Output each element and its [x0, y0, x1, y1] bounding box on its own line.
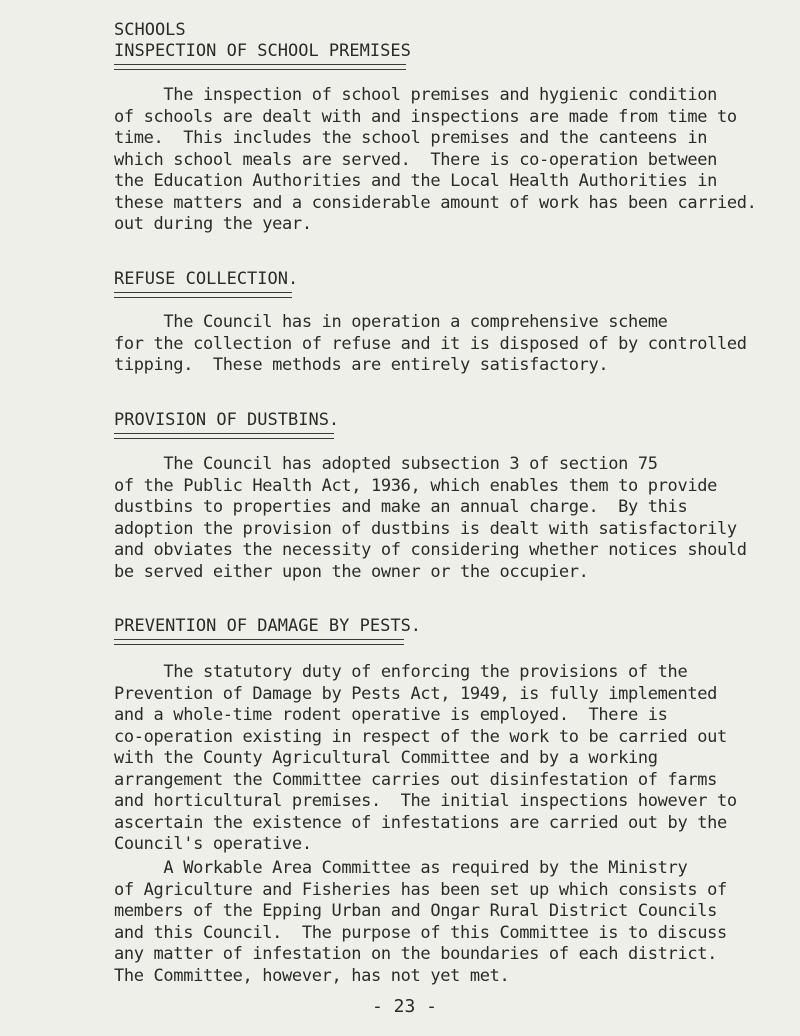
text-line: dustbins to properties and make an annual charge. By this: [114, 497, 688, 517]
refuse-collection-underline: [114, 292, 292, 298]
text-line: the Education Authorities and the Local Health Authorities in: [114, 171, 717, 191]
text-line: any matter of infestation on the boundaries of each district.: [114, 944, 717, 964]
text-line: of schools are dealt with and inspections are made from time to: [114, 106, 737, 127]
refuse-collection-paragraph: [114, 312, 747, 377]
section-title: SCHOOLS: [114, 20, 186, 40]
text-line: A Workable Area Committee as required by the Ministry: [114, 858, 688, 878]
prevention-of-damage-by-pests-heading: PREVENTION OF DAMAGE BY PESTS.: [114, 616, 422, 636]
provision-of-dustbins-underline: [114, 433, 334, 439]
pests-paragraph-2: [114, 858, 727, 987]
text-line: The inspection of school premises and hygienic condition: [114, 85, 717, 105]
text-line: of the Public Health Act, 1936, which enables them to provide: [114, 475, 717, 496]
text-line: be served either upon the owner or the occupier.: [114, 561, 589, 582]
text-line: and this Council. The purpose of this Committee is to discuss: [114, 922, 727, 943]
provision-of-dustbins-paragraph: [114, 454, 747, 583]
text-line: The Council has in operation a comprehensive scheme: [114, 312, 668, 332]
text-line: co-operation existing in respect of the work to be carried out: [114, 726, 727, 747]
text-line: adoption the provision of dustbins is dealt with satisfactorily: [114, 518, 737, 539]
refuse-collection-heading: REFUSE COLLECTION.: [114, 269, 299, 289]
text-line: members of the Epping Urban and Ongar Rural District Councils: [114, 901, 717, 921]
text-line: and horticultural premises. The initial inspections however to: [114, 791, 737, 811]
inspection-heading: INSPECTION OF SCHOOL PREMISES: [114, 41, 411, 61]
text-line: The statutory duty of enforcing the provisions of the: [114, 662, 688, 682]
text-line: and a whole-time rodent operative is employed. There is: [114, 705, 668, 725]
prevention-of-damage-by-pests-underline: [114, 639, 404, 645]
intro-paragraph: [114, 85, 757, 236]
text-line: arrangement the Committee carries out disinfestation of farms: [114, 769, 717, 790]
text-line: which school meals are served. There is co-operation between: [114, 149, 717, 170]
pests-paragraph-1: [114, 662, 737, 856]
text-line: The Council has adopted subsection 3 of section 75: [114, 454, 658, 474]
text-line: for the collection of refuse and it is disposed of by controlled: [114, 333, 747, 354]
text-line: and obviates the necessity of considering whether notices should: [114, 540, 747, 560]
text-line: ascertain the existence of infestations are carried out by the: [114, 812, 727, 833]
text-line: these matters and a considerable amount of work has been carried.: [114, 192, 757, 213]
text-line: out during the year.: [114, 214, 312, 234]
text-line: of Agriculture and Fisheries has been set up which consists of: [114, 879, 727, 900]
text-line: The Committee, however, has not yet met.: [114, 965, 510, 986]
text-line: Prevention of Damage by Pests Act, 1949, is fully implemented: [114, 683, 717, 704]
text-line: tipping. These methods are entirely satisfactory.: [114, 355, 609, 375]
text-line: with the County Agricultural Committee and by a working: [114, 748, 658, 768]
inspection-heading-underline: [114, 64, 406, 70]
text-line: time. This includes the school premises and the canteens in: [114, 128, 708, 148]
provision-of-dustbins-heading: PROVISION OF DUSTBINS.: [114, 410, 340, 430]
page-number: - 23 -: [372, 996, 438, 1017]
text-line: Council's operative.: [114, 834, 312, 854]
